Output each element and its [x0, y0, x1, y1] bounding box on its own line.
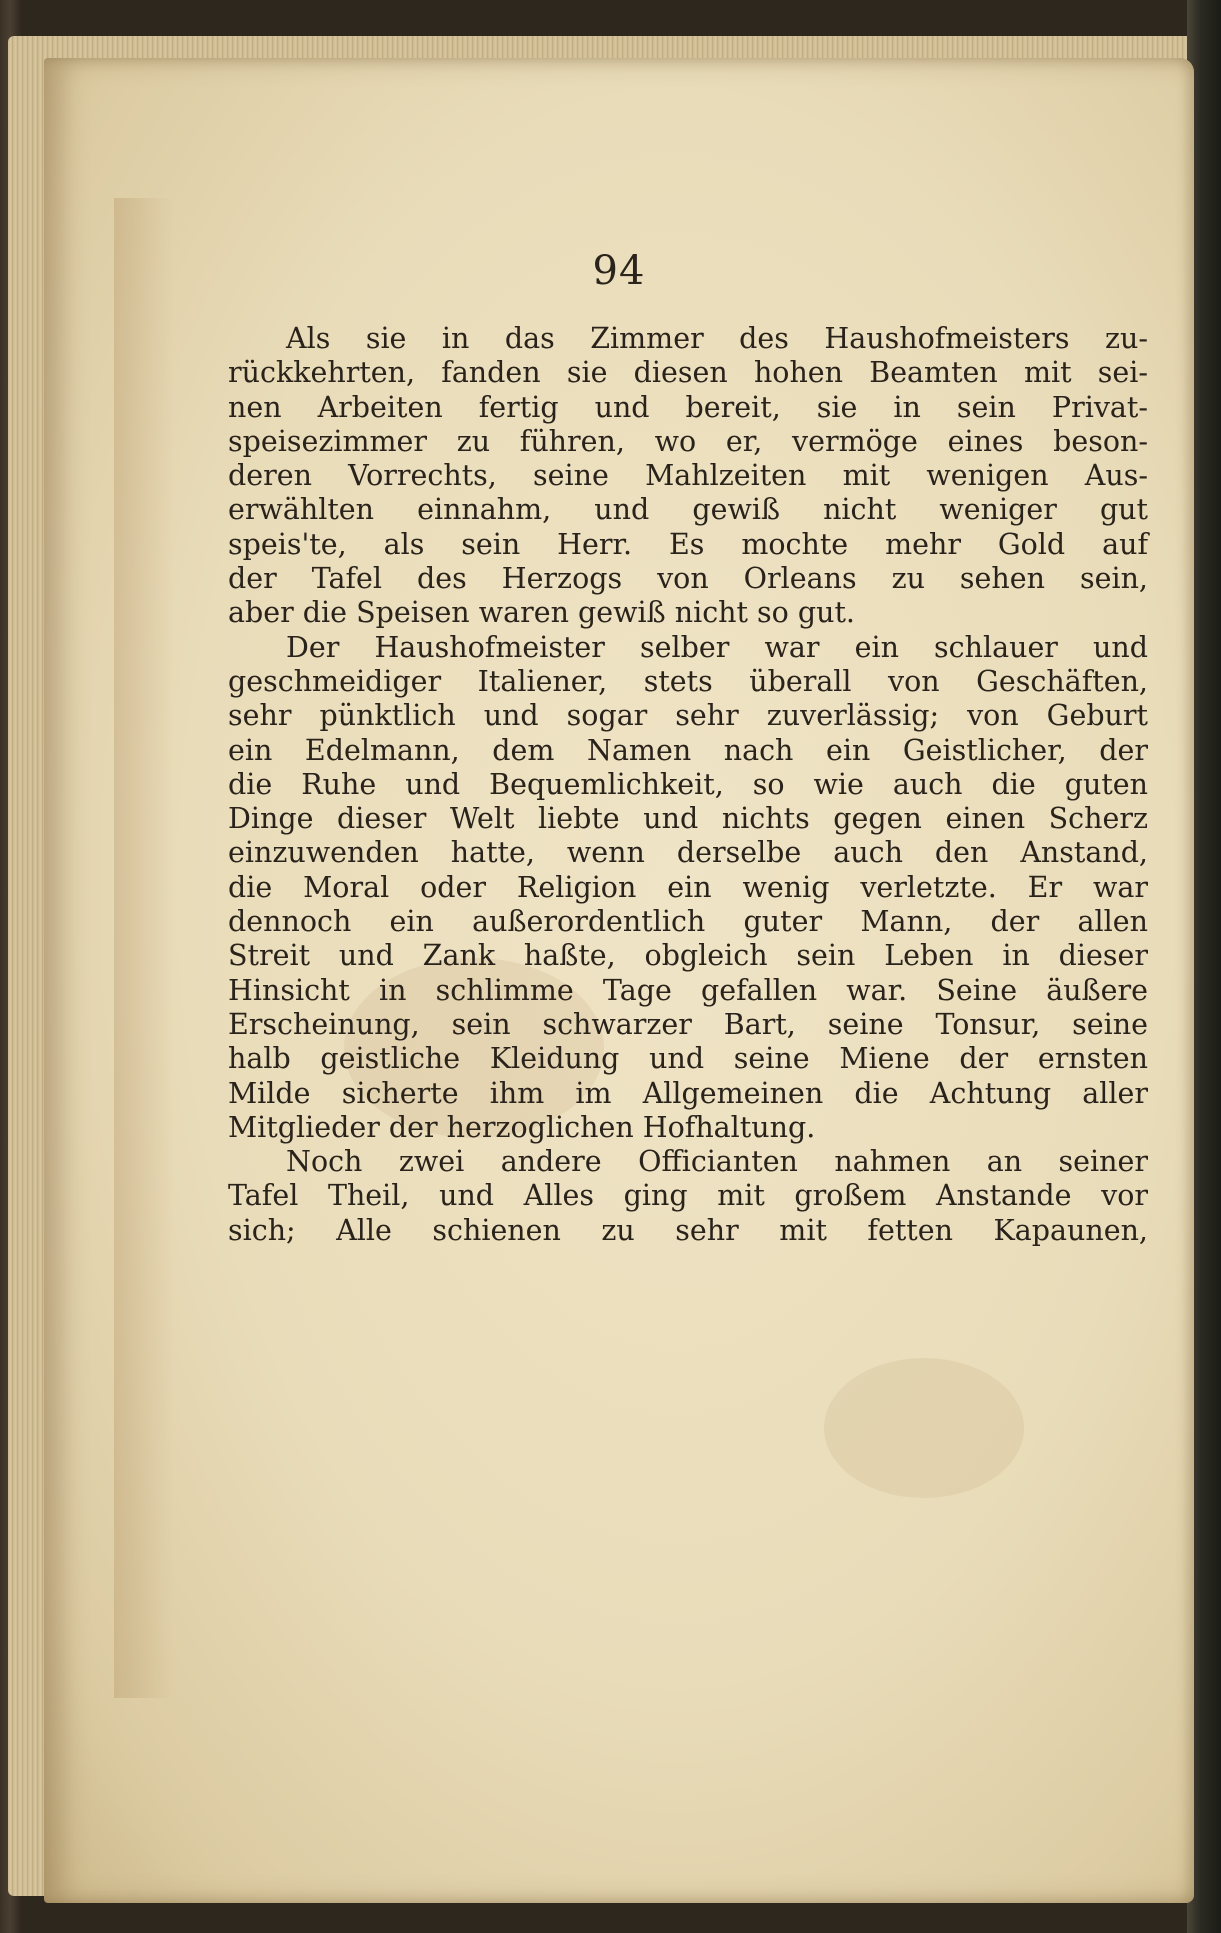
text-line: einzuwenden hatte, wenn derselbe auch den Anstand, — [228, 836, 1148, 870]
text-line: Hinsicht in schlimme Tage gefallen war. Seine äußere — [228, 973, 1148, 1007]
text-line: Mitglieder der herzoglichen Hofhaltung. — [228, 1110, 816, 1144]
text-line: Tafel Theil, und Alles ging mit großem Anstande vor — [228, 1179, 1148, 1213]
text-line: die Ruhe und Bequemlichkeit, so wie auch die guten — [228, 767, 1148, 801]
text-line: erwählten einnahm, und gewiß nicht weniger gut — [228, 493, 1148, 527]
text-line: Erscheinung, sein schwarzer Bart, seine Tonsur, seine — [228, 1007, 1148, 1041]
text-line: nen Arbeiten fertig und bereit, sie in sein Privat- — [228, 390, 1148, 424]
text-line: Streit und Zank haßte, obgleich sein Leben in dieser — [228, 939, 1148, 973]
text-line: ein Edelmann, dem Namen nach ein Geistlicher, der — [228, 733, 1148, 767]
page-number: 94 — [592, 248, 646, 294]
text-line: Noch zwei andere Officianten nahmen an seiner — [286, 1145, 1148, 1179]
body-text — [228, 322, 1148, 1248]
text-line: Der Haushofmeister selber war ein schlauer und — [286, 630, 1148, 664]
paper-stain — [824, 1358, 1024, 1498]
text-line: Milde sicherte ihm im Allgemeinen die Achtung aller — [228, 1076, 1148, 1110]
text-line: geschmeidiger Italiener, stets überall von Geschäften, — [228, 664, 1148, 698]
text-line: Als sie in das Zimmer des Haushofmeisters zu- — [286, 322, 1148, 355]
text-line: deren Vorrechts, seine Mahlzeiten mit wenigen Aus- — [228, 459, 1148, 493]
text-line: speisezimmer zu führen, wo er, vermöge eines beson- — [228, 424, 1148, 458]
text-line: halb geistliche Kleidung und seine Miene der ernsten — [228, 1042, 1148, 1076]
text-line: sich; Alle schienen zu sehr mit fetten Kapaunen, — [228, 1213, 1148, 1247]
text-line: Dinge dieser Welt liebte und nichts gegen einen Scherz — [228, 802, 1148, 836]
text-line: dennoch ein außerordentlich guter Mann, der allen — [228, 905, 1148, 939]
text-line: speis'te, als sein Herr. Es mochte mehr Gold auf — [228, 527, 1148, 561]
text-line: sehr pünktlich und sogar sehr zuverlässig; von Geburt — [228, 699, 1148, 733]
gutter-shadow — [114, 198, 174, 1698]
text-line: die Moral oder Religion ein wenig verletzte. Er war — [228, 870, 1148, 904]
text-line: rückkehrten, fanden sie diesen hohen Beamten mit sei- — [228, 356, 1148, 390]
text-line: der Tafel des Herzogs von Orleans zu sehen sein, — [228, 562, 1148, 596]
text-line: aber die Speisen waren gewiß nicht so gut. — [228, 596, 855, 630]
